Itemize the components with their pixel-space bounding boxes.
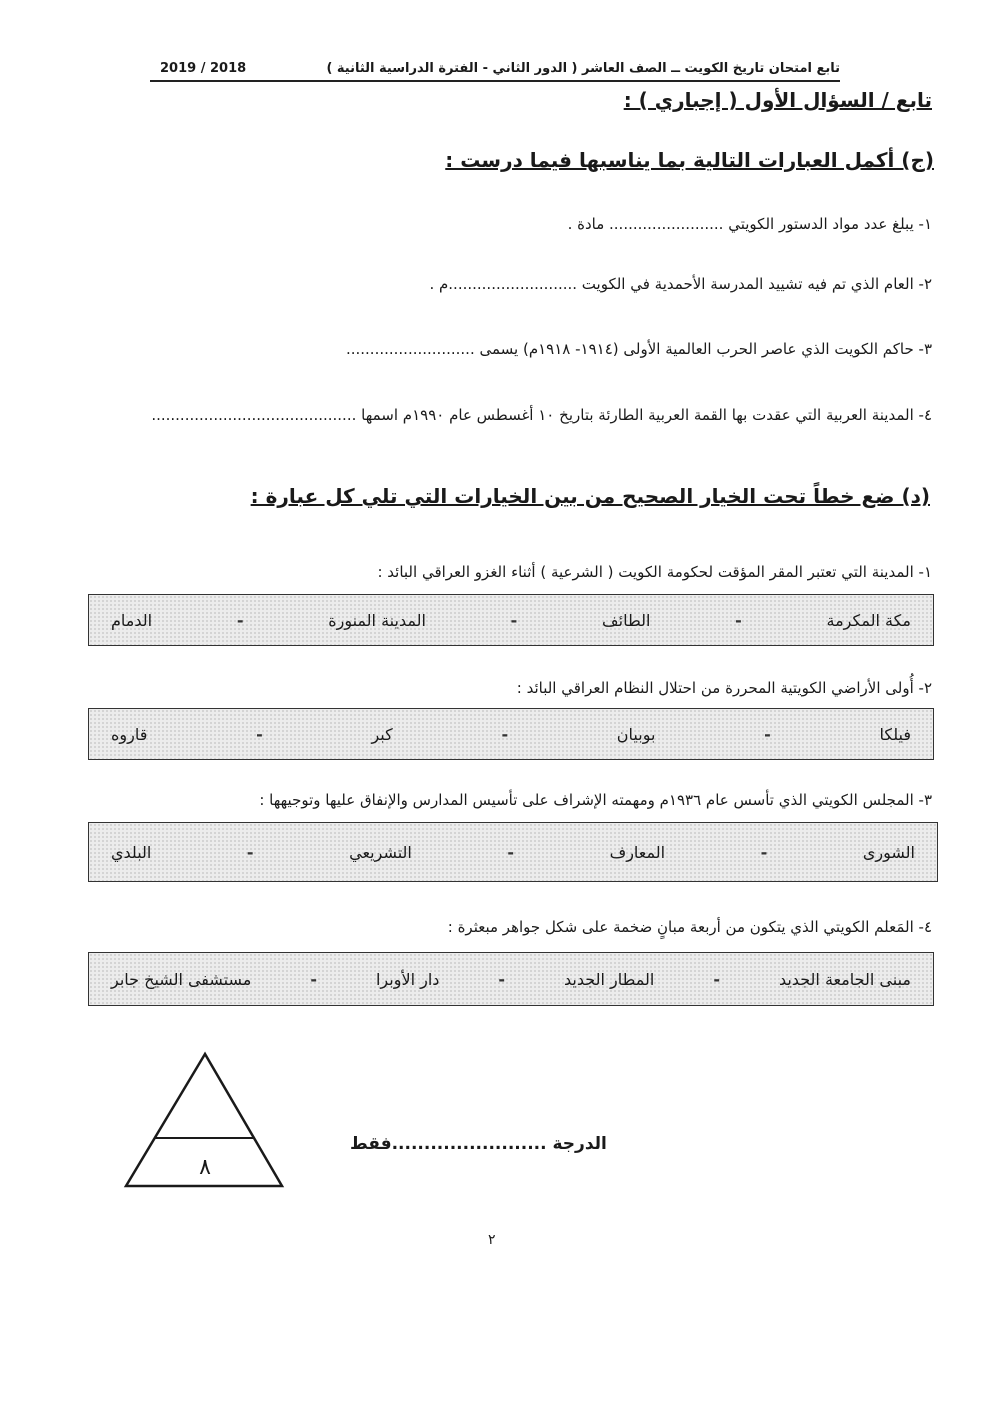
exam-header-title: تابع امتحان تاريخ الكويت ــ الصف العاشر ( الدور الثاني - الفترة الدراسية الثانية ) [150,58,840,82]
mcq-question: ٣- المجلس الكويتي الذي تأسس عام ١٩٣٦م ومهمته الإشراف على تأسيس المدارس والإنفاق عليها وتوجيهها : [259,791,932,809]
mcq-option[interactable]: المدينة المنورة [328,610,426,630]
mcq-option[interactable]: الدمام [111,610,153,630]
option-separator: - [764,724,771,744]
option-separator: - [501,724,509,744]
option-separator: - [510,610,518,630]
mcq-option[interactable]: دار الأوبرا [375,969,440,989]
fill-blank-item: ٢- العام الذي تم فيه تشييد المدرسة الأحمدية في الكويت ...........................م . [429,275,932,293]
option-separator: - [507,842,515,862]
option-separator: - [310,969,317,989]
option-separator: - [256,724,263,744]
option-separator: - [246,842,254,862]
option-separator: - [735,610,742,630]
grade-pyramid [120,1050,290,1195]
option-separator: - [236,610,244,630]
mcq-option[interactable]: قاروه [111,724,148,744]
section-c-title: (ج) أكمل العبارات التالية بما يناسبها فيما درست : [445,148,934,172]
exam-header-year: 2019 / 2018 [160,61,247,76]
grade-label: الدرجة ........................فقط [350,1134,607,1154]
section-d-title: (د) ضع خطاً تحت الخيار الصحيح من بين الخيارات التي تلي كل عبارة : [250,484,930,508]
question-title: تابع / السؤال الأول ( إجباري ) : [623,88,932,112]
fill-blank-item: ٣- حاكم الكويت الذي عاصر الحرب العالمية الأولى (١٩١٤- ١٩١٨م) يسمى ........................... [345,340,932,358]
grade-score: ٨ [199,1155,211,1180]
option-separator: - [713,969,720,989]
mcq-question: ٢- أُولى الأراضي الكويتية المحررة من احتلال النظام العراقي البائد : [516,679,932,697]
mcq-question: ٤- المَعلم الكويتي الذي يتكون من أربعة مبانٍ ضخمة على شكل جواهر مبعثرة : [447,918,932,936]
mcq-option[interactable]: المطار الجديد [564,969,655,989]
mcq-option[interactable]: البلدي [111,842,152,862]
mcq-option[interactable]: بوبيان [616,724,656,744]
mcq-option[interactable]: مستشفى الشيخ جابر [111,969,252,989]
mcq-option[interactable]: مبنى الجامعة الجديد [778,969,911,989]
fill-blank-item: ١- يبلغ عدد مواد الدستور الكويتي ........................ مادة . [567,215,932,233]
mcq-option[interactable]: فيلكا [879,724,911,744]
mcq-options-box [88,822,938,882]
mcq-question: ١- المدينة التي تعتبر المقر المؤقت لحكومة الكويت ( الشرعية ) أثناء الغزو العراقي البائد : [377,563,932,581]
option-separator: - [760,842,768,862]
option-separator: - [498,969,506,989]
mcq-options-box [88,594,934,646]
mcq-options-box [88,952,934,1006]
mcq-options-box [88,708,934,760]
page-number: ٢ [488,1232,496,1248]
mcq-option[interactable]: التشريعي [349,842,412,862]
mcq-option[interactable]: كبر [371,724,393,744]
fill-blank-item: ٤- المدينة العربية التي عقدت بها القمة العربية الطارئة بتاريخ ١٠ أغسطس عام ١٩٩٠م اسمها ........................................... [151,406,932,424]
mcq-option[interactable]: الطائف [602,610,651,630]
mcq-option[interactable]: المعارف [609,842,666,862]
mcq-option[interactable]: مكة المكرمة [826,610,911,630]
mcq-option[interactable]: الشورى [862,842,915,862]
